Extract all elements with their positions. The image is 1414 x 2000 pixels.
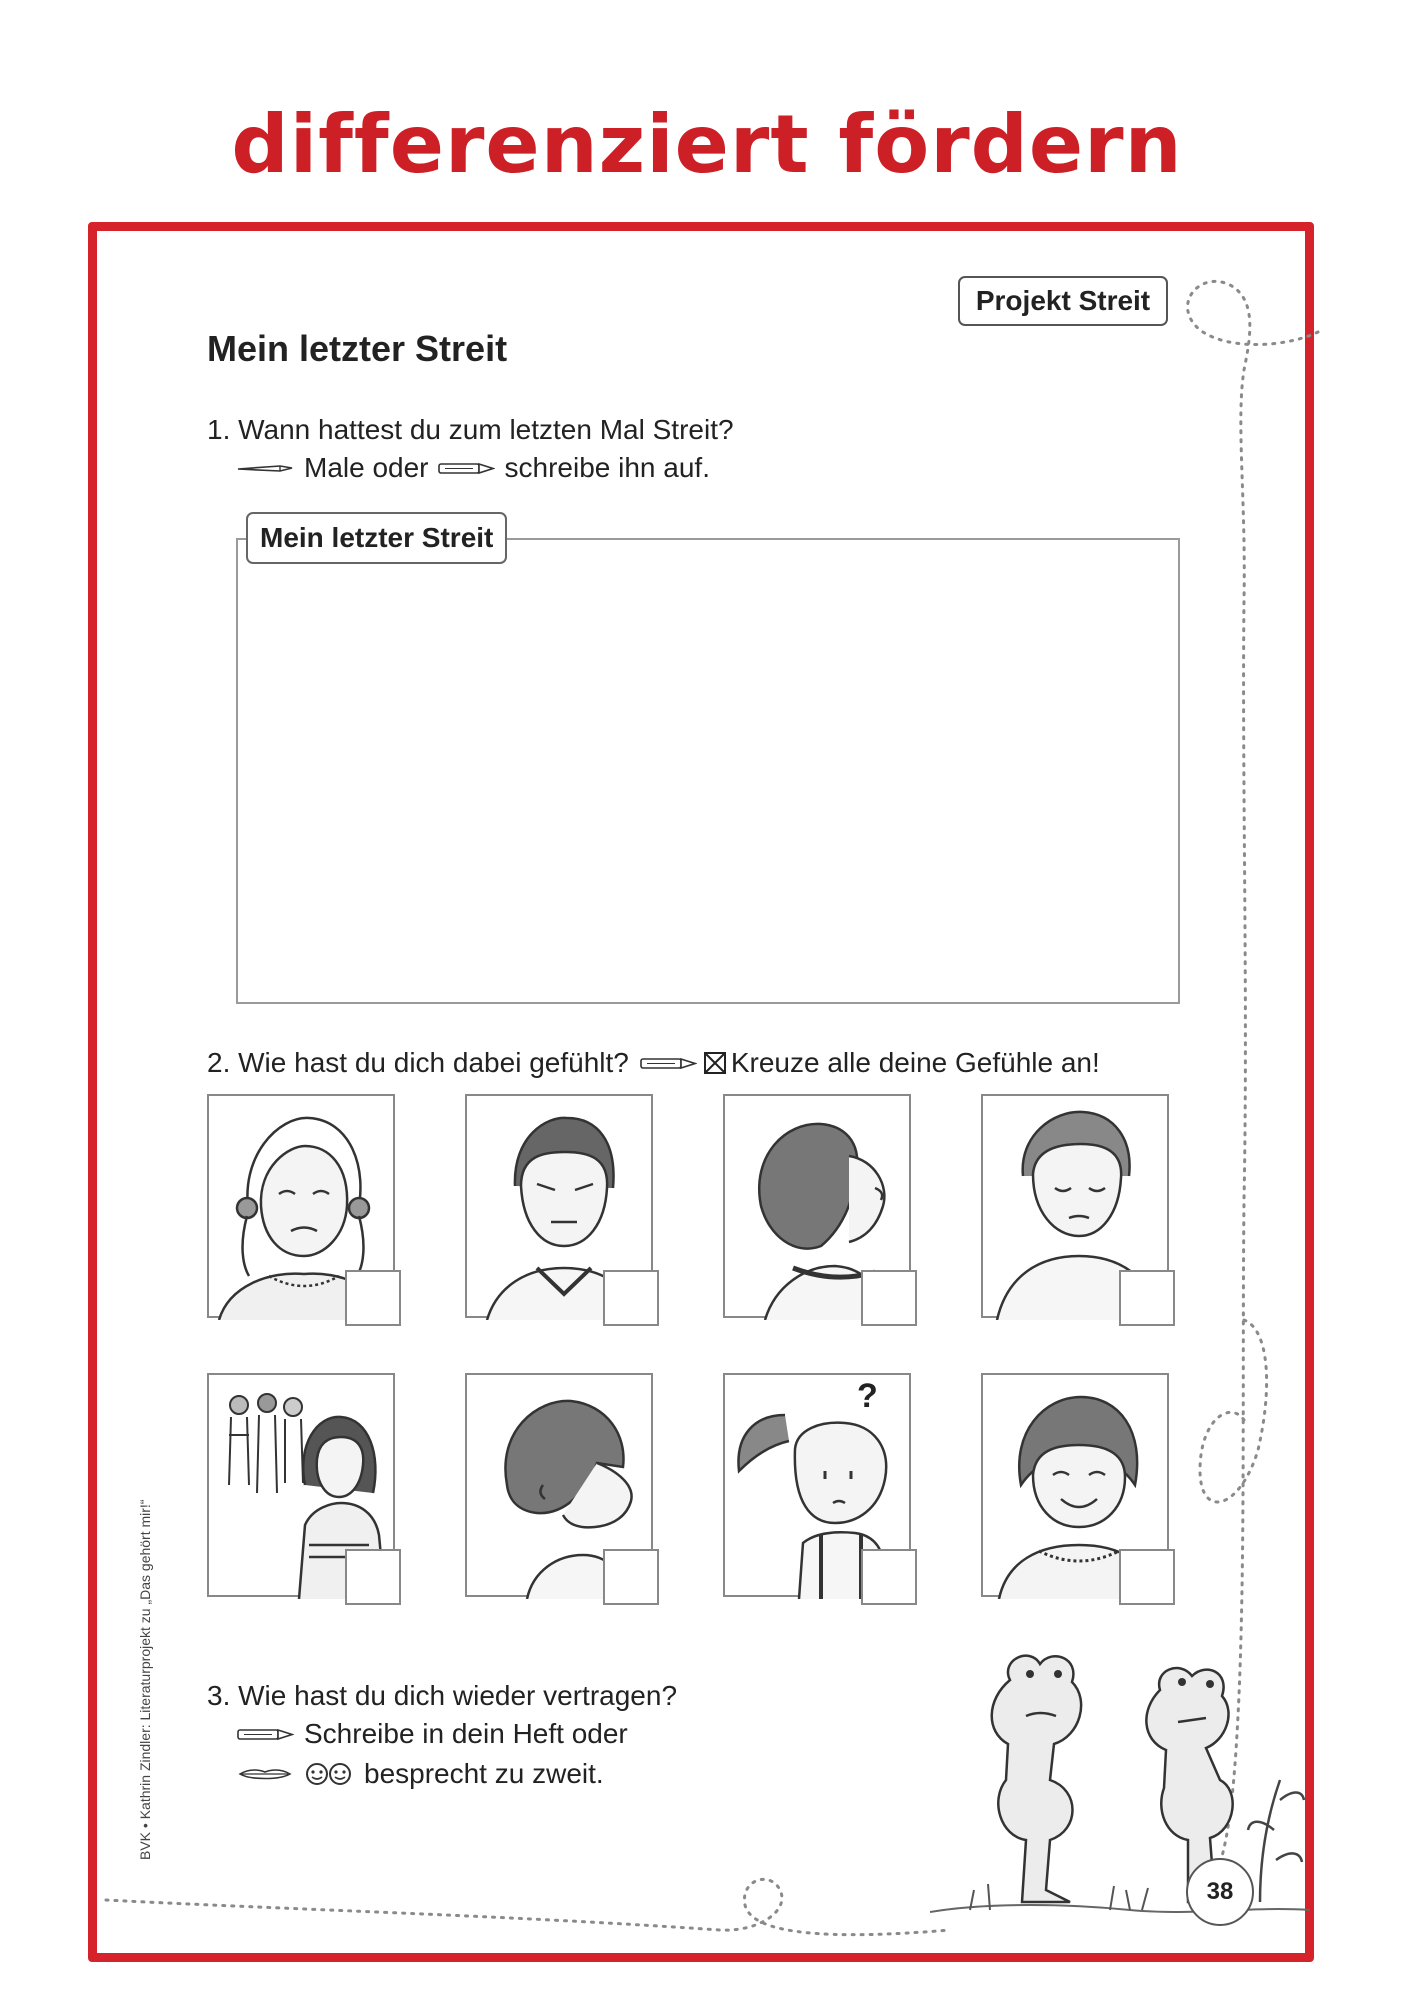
pen-icon xyxy=(639,1055,697,1071)
feeling-checkbox[interactable] xyxy=(1119,1549,1175,1605)
pencil-icon xyxy=(236,460,294,476)
question-1: 1. Wann hattest du zum letzten Mal Streit? xyxy=(207,414,734,445)
question-3-instruction-a xyxy=(236,1718,628,1750)
two-faces-icon xyxy=(304,1761,354,1787)
confusion-mark: ? xyxy=(857,1377,878,1415)
mouth-icon xyxy=(236,1766,294,1782)
drawing-box-label: Mein letzter Streit xyxy=(246,512,507,564)
page-number: 38 xyxy=(1186,1858,1254,1926)
instruction-write-notebook: Schreibe in dein Heft oder xyxy=(304,1718,628,1749)
feeling-checkbox[interactable] xyxy=(861,1549,917,1605)
feeling-checkbox[interactable] xyxy=(861,1270,917,1326)
feeling-checkbox[interactable] xyxy=(1119,1270,1175,1326)
question-2-text: 2. Wie hast du dich dabei gefühlt? xyxy=(207,1047,629,1078)
pen-icon xyxy=(236,1726,294,1742)
question-2 xyxy=(207,1047,1100,1079)
question-3-instruction-b xyxy=(236,1758,604,1790)
side-credit: BVK • Kathrin Zindler: Literaturprojekt zu „Das gehört mir!“ xyxy=(137,1499,153,1860)
question-1-instructions xyxy=(236,452,710,484)
drawing-box[interactable] xyxy=(236,538,1180,1004)
feeling-checkbox[interactable] xyxy=(603,1549,659,1605)
page-header-title: differenziert fördern xyxy=(231,98,1183,191)
instruction-write: schreibe ihn auf. xyxy=(504,452,710,483)
pen-icon xyxy=(437,460,495,476)
feeling-checkbox[interactable] xyxy=(603,1270,659,1326)
instruction-discuss: besprecht zu zweit. xyxy=(364,1758,604,1789)
instruction-draw: Male oder xyxy=(304,452,429,483)
project-badge: Projekt Streit xyxy=(958,276,1168,326)
question-3: 3. Wie hast du dich wieder vertragen? xyxy=(207,1680,678,1711)
feeling-checkbox[interactable] xyxy=(345,1549,401,1605)
crossed-checkbox-icon xyxy=(703,1051,727,1075)
worksheet-title: Mein letzter Streit xyxy=(207,328,508,369)
feeling-checkbox[interactable] xyxy=(345,1270,401,1326)
question-2-instruction: Kreuze alle deine Gefühle an! xyxy=(730,1047,1100,1078)
